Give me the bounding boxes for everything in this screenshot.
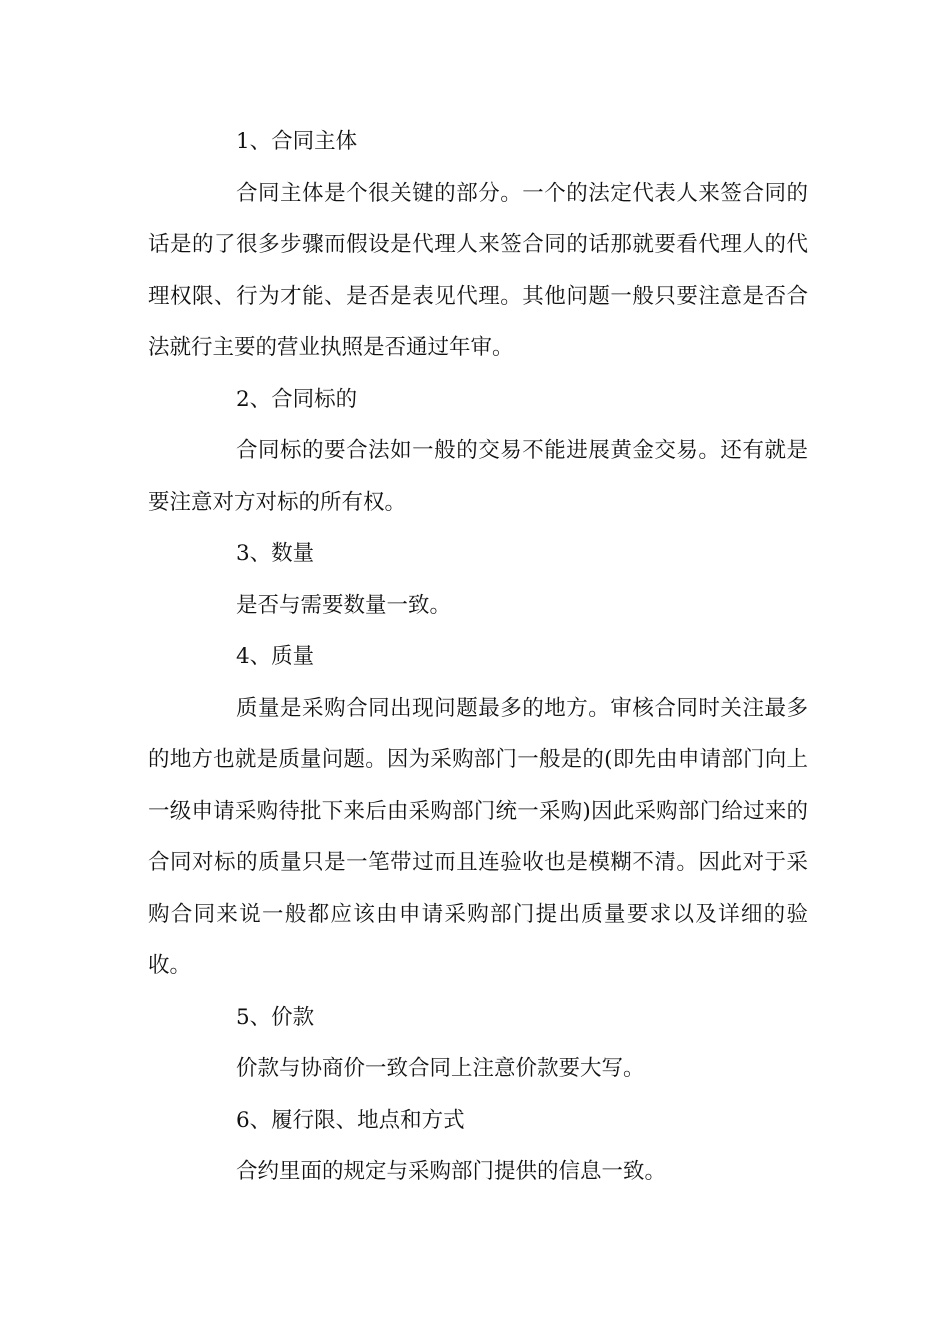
paragraph-quantity: 是否与需要数量一致。 <box>236 592 452 618</box>
section-heading-quantity: 3、数量 <box>236 541 315 566</box>
paragraph-contract-subject: 合同主体是个很关键的部分。一个的法定代表人来签合同的话是的了很多步骤而假设是代理人来签合同的话那就要看代理人的代理权限、行为才能、是否是表见代理。其他问题一般只要注意是否合法就行主要的营业执照是否通过年审。 <box>148 180 808 360</box>
paragraph-price: 价款与协商价一致合同上注意价款要大写。 <box>236 1056 645 1081</box>
section-heading-contract-subject: 1、合同主体 <box>236 129 358 154</box>
paragraph-contract-object: 合同标的要合法如一般的交易不能进展黄金交易。还有就是要注意对方对标的所有权。 <box>148 438 808 515</box>
section-heading-contract-object: 2、合同标的 <box>236 386 358 412</box>
paragraph-quality: 质量是采购合同出现问题最多的地方。审核合同时关注最多的地方也就是质量问题。因为采购部门一般是的(即先由申请部门向上一级申请采购待批下来后由采购部门统一采购)因此采购部门给过来的合同对标的质量只是一笔带过而且连验收也是模糊不清。因此对于采购合同来说一般都应该由申请采购部门提出质量要求以及详细的验收。 <box>148 695 808 978</box>
section-heading-price: 5、价款 <box>236 1004 315 1030</box>
paragraph-performance: 合约里面的规定与采购部门提供的信息一致。 <box>236 1159 667 1184</box>
section-heading-performance: 6、履行限、地点和方式 <box>236 1107 465 1133</box>
section-heading-quality: 4、质量 <box>236 644 315 669</box>
document-body <box>148 116 808 1198</box>
